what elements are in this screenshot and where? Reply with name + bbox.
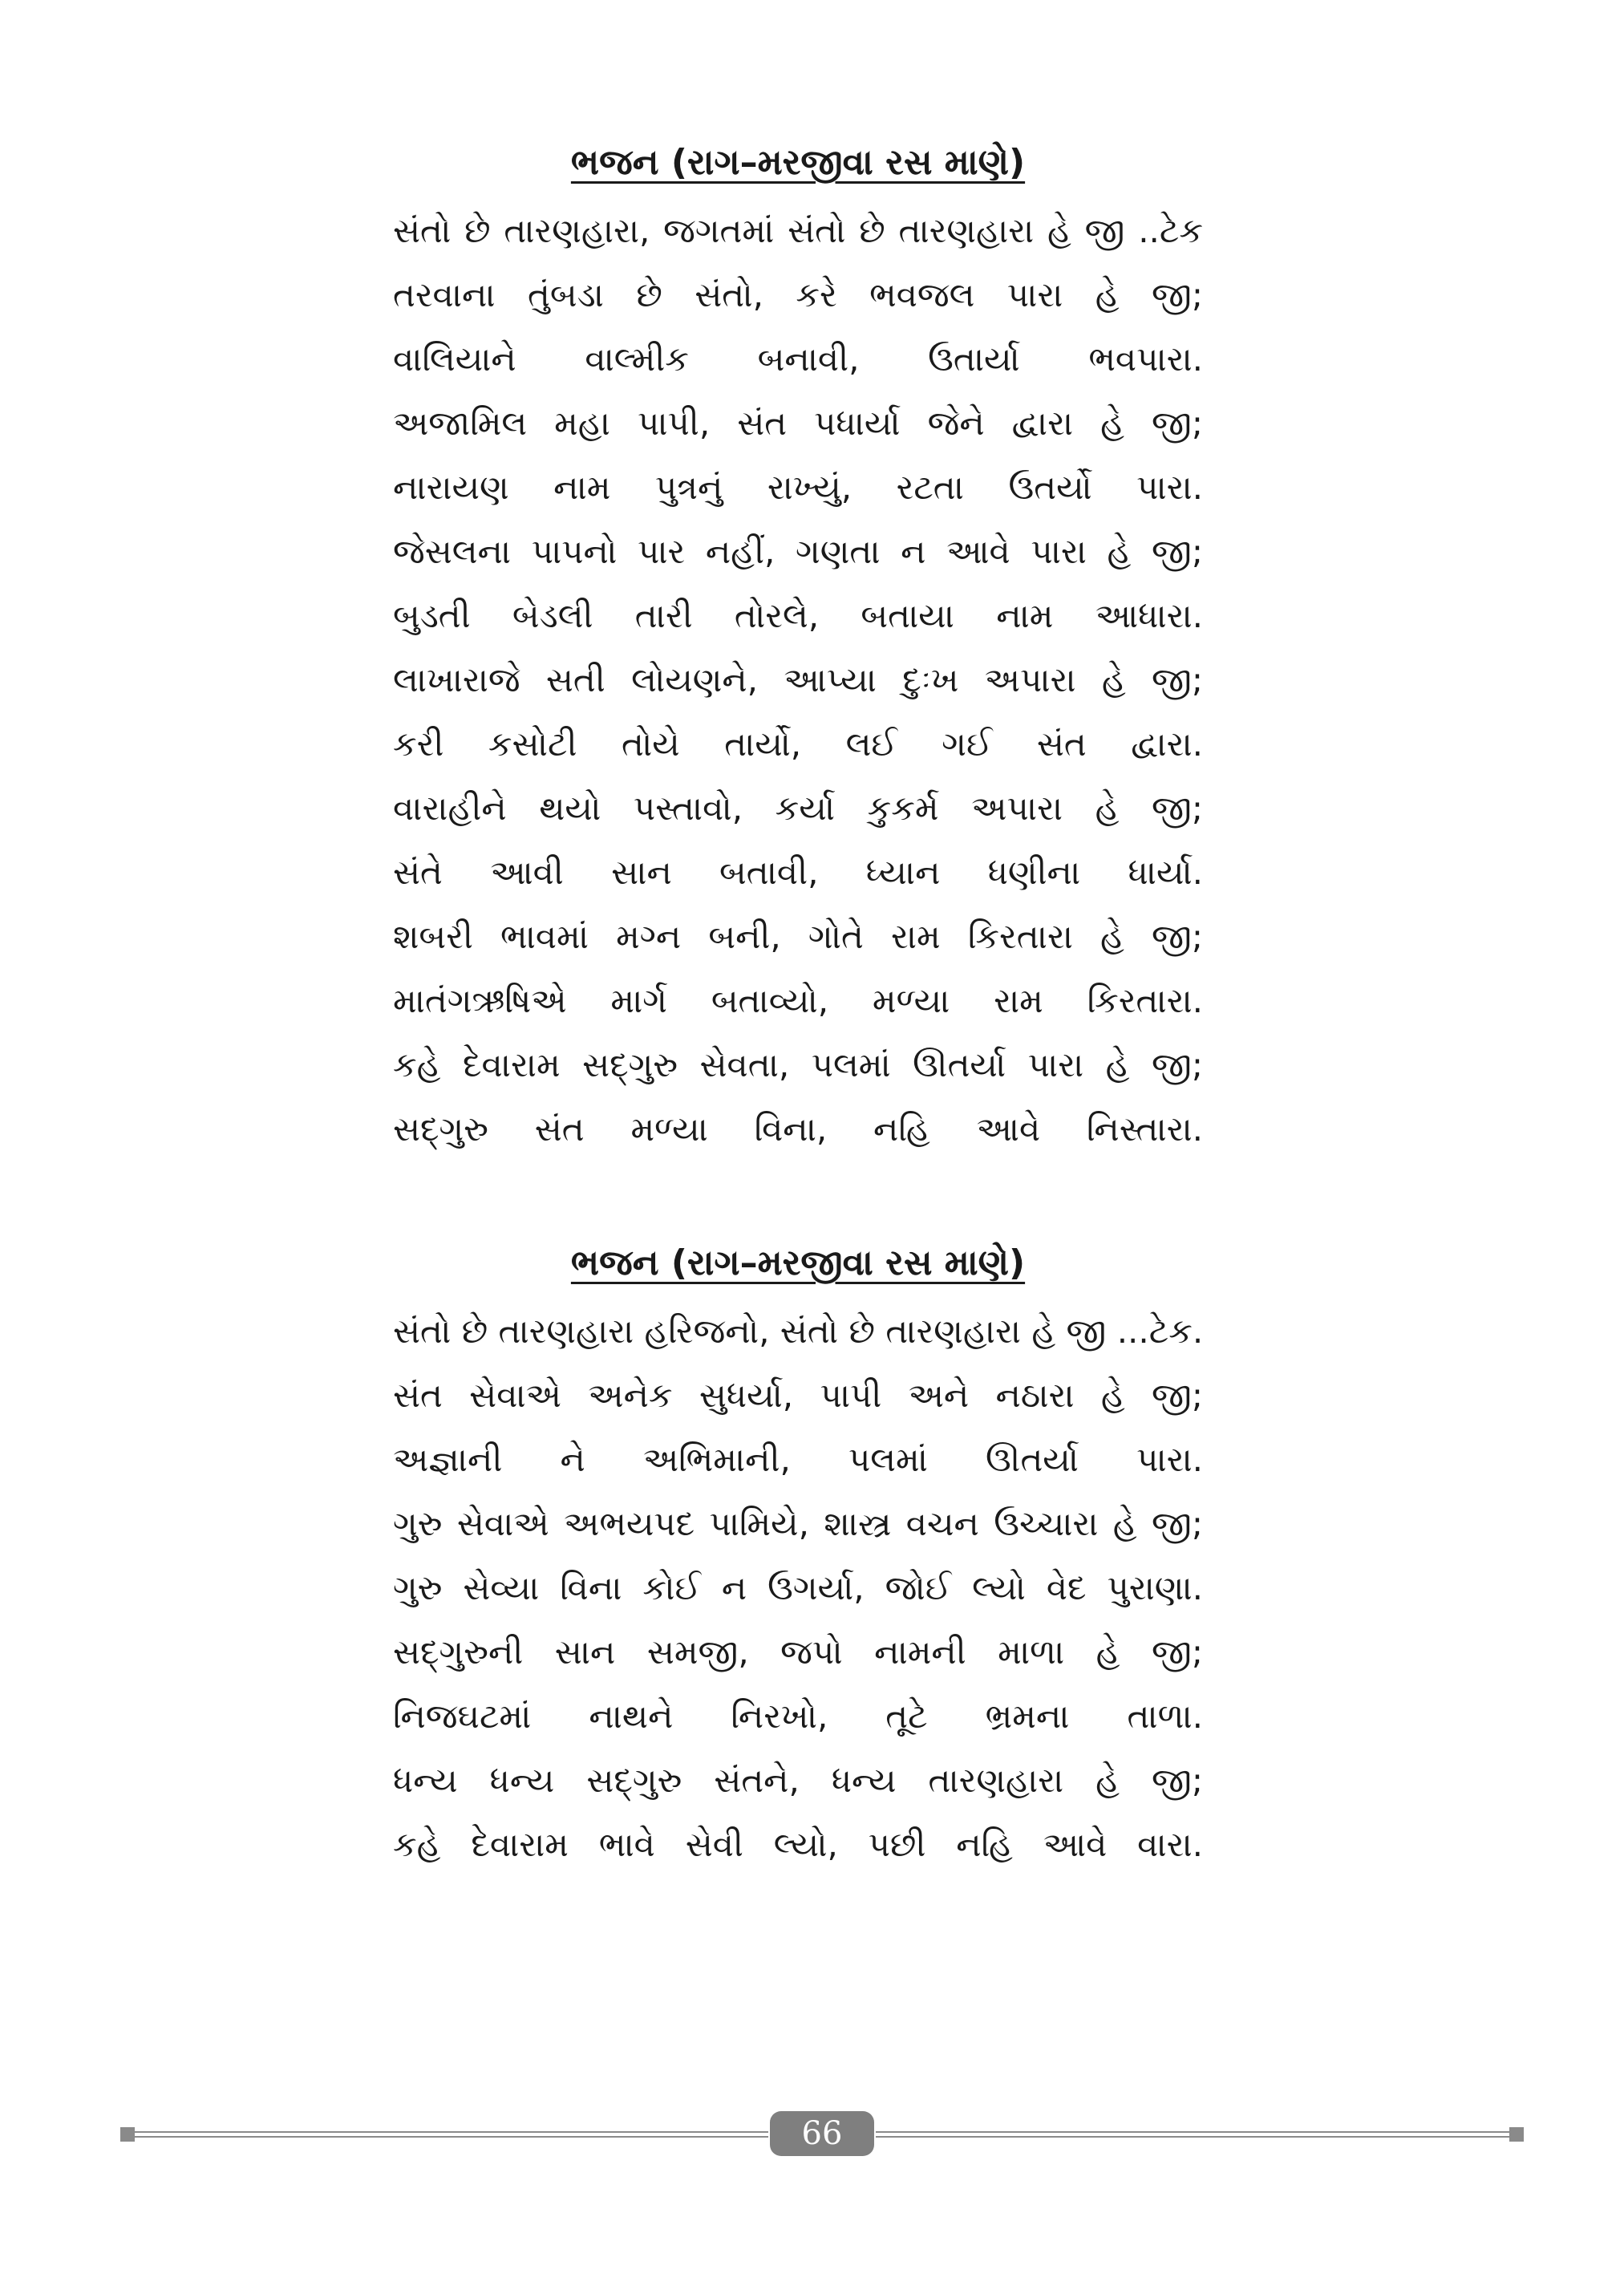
verse-line: સદ્‌ગુરુની સાન સમજી, જપો નામની માળા હે જી;	[393, 1632, 1203, 1672]
verse-line: ગુરુ સેવ્યા વિના કોઈ ન ઉગર્યા, જોઈ લ્યો વેદ પુરાણા.	[393, 1568, 1203, 1607]
verse-lines	[393, 199, 1203, 1161]
footer-rule-right	[876, 2131, 1509, 2138]
verse-line: કરી કસોટી તોયે તાર્યો, લઈ ગઈ સંત દ્વારા.	[393, 724, 1203, 764]
verse-line: તરવાના તુંબડા છે સંતો, કરે ભવજલ પારા હે જી;	[393, 275, 1203, 314]
footer-rule-cap-left	[120, 2127, 135, 2142]
verse-line: શબરી ભાવમાં મગ્ન બની, ગોતે રામ કિરતારા હે જી;	[393, 917, 1203, 956]
bhajan-section-1	[393, 135, 1203, 1161]
verse-line: સંતો છે તારણહારા, જગતમાં સંતો છે તારણહારા હે જી ..ટેક	[393, 211, 1203, 250]
footer-rule-cap-right	[1509, 2127, 1524, 2142]
verse-line: વાલિયાને વાલ્મીક બનાવી, ઉતાર્યા ભવપારા.	[393, 339, 1203, 379]
verse-line: અજામિલ મહા પાપી, સંત પધાર્યા જેને દ્વારા હે જી;	[393, 403, 1203, 443]
verse-line: ગુરુ સેવાએ અભયપદ પામિયે, શાસ્ત્ર વચન ઉચ્ચારા હે જી;	[393, 1504, 1203, 1543]
verse-line: સંતો છે તારણહારા હરિજનો, સંતો છે તારણહારા હે જી ...ટેક.	[393, 1311, 1203, 1351]
verse-line: લાખારાજે સતી લોયણને, આપ્યા દુઃખ અપારા હે જી;	[393, 660, 1203, 699]
verse-line: નારાયણ નામ પુત્રનું રાખ્યું, રટતા ઉતર્યો પારા.	[393, 468, 1203, 507]
bhajan-section-2	[393, 1235, 1203, 1877]
verse-line: સંત સેવાએ અનેક સુધર્યા, પાપી અને નઠારા હે જી;	[393, 1376, 1203, 1415]
verse-line: સદ્‌ગુરુ સંત મળ્યા વિના, નહિ આવે નિસ્તારા.	[393, 1109, 1203, 1149]
verse-line: કહે દેવારામ ભાવે સેવી લ્યો, પછી નહિ આવે વારા.	[393, 1825, 1203, 1864]
verse-line: નિજઘટમાં નાથને નિરખો, તૂટે ભ્રમના તાળા.	[393, 1696, 1203, 1736]
verse-line: માતંગઋષિએ માર્ગ બતાવ્યો, મળ્યા રામ કિરતારા.	[393, 981, 1203, 1020]
verse-line: ધન્ય ધન્ય સદ્‌ગુરુ સંતને, ધન્ય તારણહારા હે જી;	[393, 1761, 1203, 1800]
verse-line: અજ્ઞાની ને અભિમાની, પલમાં ઊતર્યા પારા.	[393, 1440, 1203, 1479]
footer-rule-left	[135, 2131, 768, 2138]
verse-line: વારાહીને થયો પસ્તાવો, કર્યા કુકર્મ અપારા હે જી;	[393, 788, 1203, 828]
verse-lines	[393, 1299, 1203, 1877]
page-footer	[120, 2110, 1524, 2158]
verse-line: બુડતી બેડલી તારી તોરલે, બતાયા નામ આધારા.	[393, 596, 1203, 635]
page-number: 66	[770, 2111, 874, 2156]
verse-line: સંતે આવી સાન બતાવી, ધ્યાન ધણીના ધાર્યા.	[393, 853, 1203, 892]
verse-line: જેસલના પાપનો પાર નહીં, ગણતા ન આવે પારા હે જી;	[393, 532, 1203, 571]
bhajan-title: ભજન (રાગ–મરજીવા રસ માણે)	[570, 142, 1026, 183]
verse-line: કહે દેવારામ સદ્‌ગુરુ સેવતા, પલમાં ઊતર્યા પારા હે જી;	[393, 1045, 1203, 1084]
bhajan-title: ભજન (રાગ–મરજીવા રસ માણે)	[570, 1242, 1026, 1283]
